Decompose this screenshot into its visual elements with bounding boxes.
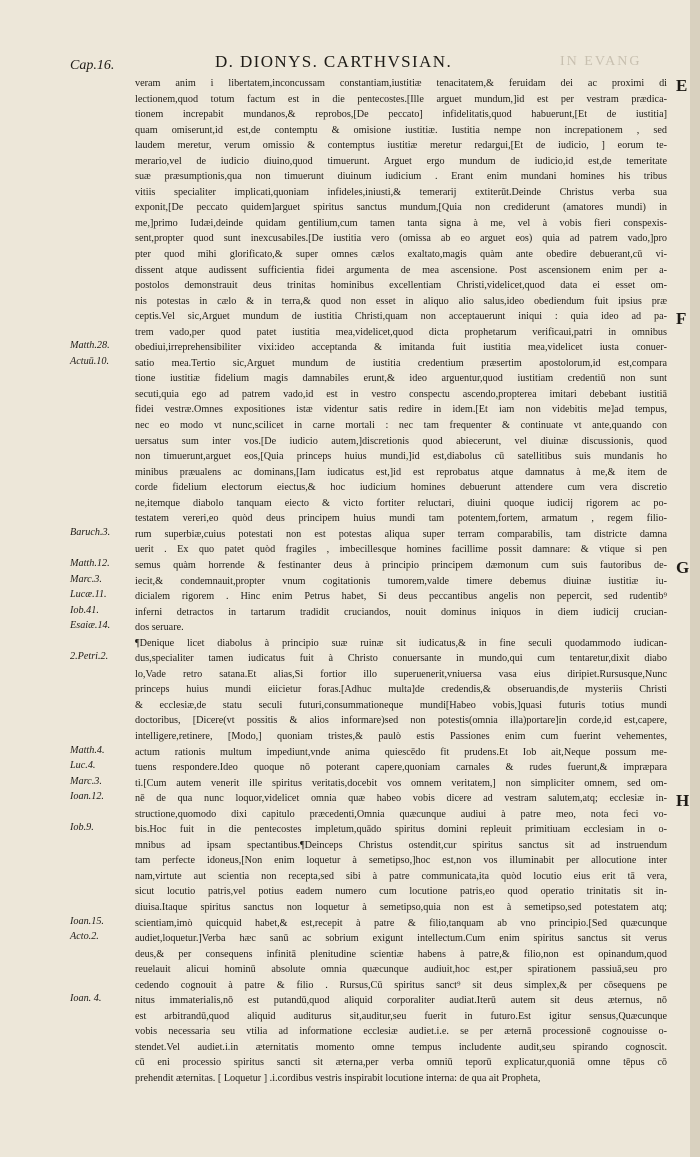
section-letter: H bbox=[676, 791, 690, 811]
margin-reference: Ioan. 4. bbox=[70, 993, 102, 1005]
text-line: ti.[Cum autem venerit ille spiritus veritatis,docebit vos omnem veritatem,] non simpliciter omnem, sed om- bbox=[135, 777, 667, 789]
text-line: veram anim i libertatem,inconcussam constantiam,iustitiæ tenacitatem,& feruidam dei ac proximi di bbox=[135, 78, 667, 89]
margin-reference: 2.Petri.2. bbox=[70, 651, 109, 663]
text-line: & ecclesiæ,de statu seculi futuri,consummationeque mundi[Habeo vobis,]quasi futuris totius mundi bbox=[135, 699, 667, 711]
text-line: tione iustitiæ fidelium magis damnabiles erunt,& ideo arguentur,quod iustitiam credentiū non sunt bbox=[135, 373, 667, 385]
chapter-number: Cap.16. bbox=[70, 58, 115, 73]
text-line: postolos demonstrauit deus trinitas hominibus excellentiam Christi,videlicet,quod data ei esset om- bbox=[135, 280, 667, 292]
text-line: uerit . Ex quo patet quòd fragiles , imbecillesque homines facillime possit damnare: & vtique si pen bbox=[135, 544, 667, 556]
text-line: dicialem rigorem . Hinc enim Petrus habet, Si deus peccantibus angelis non pepercit, sed rudentib⁹ bbox=[135, 591, 667, 603]
text-line: suæ præsumptionis,qua non timuerunt diuinum iudicium . Erant enim mundani homines his tribus bbox=[135, 171, 667, 183]
text-line: deus,& per consequens infinitā plenitudine scientiæ habens à patre,& filio,non est opinandum,quod bbox=[135, 948, 667, 960]
text-line: non timuerunt,arguet eos,[Quia princeps huius mundi,]id est,diabolus cū satellitibus suis mundanis ho bbox=[135, 451, 667, 463]
section-letter: F bbox=[676, 309, 687, 329]
section-letter: E bbox=[676, 76, 688, 95]
text-line: ne,itemque diabolo tanquam eiecto & victo fortiter reluctari, diuini quoque iudicij rigorem ac po- bbox=[135, 497, 667, 509]
text-line: audiet,loquetur.]Verba hæc sanū ac sobrium exigunt intellectum.Cum enim spiritus sanctus sit verus bbox=[135, 933, 667, 945]
margin-reference: Lucæ.11. bbox=[70, 589, 107, 601]
text-line: diuisa.Itaque spiritus sanctus non loquetur à semetipso,quia non est à semetipso,sed potestatem atq; bbox=[135, 901, 667, 913]
text-line: lectionem,quod totum factum est in die pentecostes.[Ille arguet mundum,]id est per vestram prædica- bbox=[135, 93, 667, 105]
margin-reference: Iob.9. bbox=[70, 822, 94, 834]
margin-reference: Matth.28. bbox=[70, 340, 110, 352]
text-line: testatem vereri,eo quòd deus principem huius mundi tam potentem,fortem, armatum , regem filio- bbox=[135, 513, 667, 525]
text-line: exponit,[De peccato quidem]arguet spiritus sanctus mundum,[Quia non crediderunt (amatores mundi) in bbox=[135, 202, 667, 214]
text-line: corde fidelium electorum eiectus,& hoc iudicium homines debuerunt attendere cum vera discretio bbox=[135, 482, 667, 494]
text-line: intelligere,retinere, [Modo,] quoniam tristes,& paulò estis Passiones enim cum fuerint vehementes, bbox=[135, 730, 667, 742]
text-line: inferni detractos in tartarum tradidit cruciandos, nouit dominus iniquos in diem iudicij crucian- bbox=[135, 606, 667, 618]
text-line: semus quàm horrende & festinanter deus à principio principem dæmonum cum suis fautoribus de- bbox=[135, 559, 667, 571]
text-line: rum superbiæ,cuius potestati non est potestas aliqua super terram comparabilis, tam districte damna bbox=[135, 528, 667, 540]
text-line: nec eo modo vt nunc,scilicet in carne mortali : nec tam frequenter & continuate vt ante,quando con bbox=[135, 420, 667, 432]
text-line: nē de qua nunc loquor,videlicet omnia quæ habeo vobis dicere ad vestram salutem,atq; ecclesiæ in- bbox=[135, 793, 667, 805]
margin-reference: Luc.4. bbox=[70, 760, 96, 772]
page-header bbox=[0, 52, 700, 78]
text-line: stendet.Vel audiet.i.in æternitatis momento omne tempus includente audit,seu spirando cognoscit. bbox=[135, 1041, 667, 1053]
text-line: dos seruare. bbox=[135, 622, 184, 634]
text-line: sent,propter quod sunt inexcusabiles.[De iustitia vero (omissa ab eo arguet eos) quia ad patrem vado,]pro bbox=[135, 233, 667, 245]
margin-reference: Ioan.12. bbox=[70, 791, 104, 803]
margin-reference: Actuū.10. bbox=[70, 355, 110, 367]
show-through-text: IN EVANG bbox=[560, 54, 642, 69]
text-line: ceptis.Vel sic,Arguet mundum de iustitia Christi,quam non acceptauerunt iniqui : quia ideo ad pa- bbox=[135, 311, 667, 323]
margin-reference: Acto.2. bbox=[70, 931, 99, 943]
text-line: nam,virtute aut scientia non recepta,sed sibi à patre communicata,ita quòd locutio eius erit tā vera, bbox=[135, 870, 667, 882]
text-line: dus,specialiter tamen iudicatus fuit à Christo conuersante in mundo,qui cum tentaretur,dixit diabo bbox=[135, 653, 667, 665]
text-line: laudem meretur, verum omissio & contemptus iustitiæ meretur redargui,[Et de iudicio, ] eorum te- bbox=[135, 140, 667, 152]
text-line: fidei vestræ.Omnes expositiones istæ videntur satis redire in idem.[Et iam non videbitis me]ad tempus, bbox=[135, 404, 667, 416]
text-line: trem vado,per quod patet iustitia mea,videlicet,quod dicta prophetarum verificaui,patri in omnibus bbox=[135, 326, 667, 338]
text-line: vitiis specialiter implicati,quoniam infideles,iniusti,& temerarij extiterūt.Deinde Christus verba sua bbox=[135, 186, 667, 198]
margin-reference: Matth.12. bbox=[70, 558, 110, 570]
margin-reference: Ioan.15. bbox=[70, 915, 104, 927]
text-line: iecit,& condemnauit,propter vnum cogitationis tumorem,valde timere debemus diuinæ iustitiæ iu- bbox=[135, 575, 667, 587]
margin-reference: Matth.4. bbox=[70, 744, 105, 756]
margin-reference: Marc.3. bbox=[70, 775, 102, 787]
section-letter: G bbox=[676, 558, 690, 578]
margin-reference: Iob.41. bbox=[70, 604, 99, 616]
text-line: tam perfecte idoneus,[Non enim loquetur à semetipso,]hoc est,non vos illuminabit per allocutione inter bbox=[135, 855, 667, 867]
text-line: princeps huius mundi eiicietur foras.[Adhuc multa]de credendis,& obseruandis,de mysteriis Christi bbox=[135, 684, 667, 696]
text-line: uersatus sum inter vos.[De iudicio autem,]discretionis quod abiecerunt, vel diuinæ discussionis, quod bbox=[135, 435, 667, 447]
text-line: nis potestas in cælo & in terra,& quod non esset in aliquo alio salus,ideo obediendum fuit ipsius præ bbox=[135, 295, 667, 307]
main-text-column bbox=[135, 76, 667, 1087]
margin-reference: Esaiæ.14. bbox=[70, 620, 111, 632]
text-line: ¶Denique licet diabolus à principio suæ ruinæ sit iudicatus,& in fine seculi quodammodo iudican- bbox=[135, 637, 667, 649]
text-line: nitus immaterialis,nō est putandū,quod aliquid corporaliter audiat.Iterū autem sit deus æternus, nō bbox=[135, 995, 667, 1007]
text-line: tionem increpabit mundanos,& reprobos,[De peccato] infidelitatis,quod habuerunt,[Et de iustitia] bbox=[135, 109, 667, 121]
text-line: lo,Vade retro satana.Et alias,Si fortior illo superuenerit,vniuersa vasa eius diripiet.Rursusque,Nunc bbox=[135, 668, 667, 680]
text-line: minibus præualens ac dominans,[Iam iudicatus est,]id est reprobatus atque damnatus à me,& item de bbox=[135, 466, 667, 478]
running-head: D. DIONYS. CARTHVSIAN. bbox=[215, 52, 453, 71]
text-line: obediui,irreprehensibiliter vixi:ideo acceptanda & imitanda fuit iustitia mea,videlicet iusta conuer- bbox=[135, 342, 667, 354]
text-line: tuens respondere.Ideo quoque nō poterant capere,quoniam carnales & rudes fuerunt,& impræpara bbox=[135, 762, 667, 774]
text-line: cū eni processio spiritus sancti sit æterna,per verba omniū teporū explicatur,quoniā omne tēpus cō bbox=[135, 1057, 667, 1069]
text-line: merario,vel de iudicio diuino,quod timuerunt. Arguet ergo mundum de iudicio,id est,de temeritate bbox=[135, 155, 667, 167]
text-line: actum rationis multum impediunt,vnde anima quiescēdo fit prudens.Et Iob ait,Neque possum me- bbox=[135, 746, 667, 758]
text-line: est arbitrandū,quod aliquid auditurus sit,auditur,seu fuerit in futuro.Est igitur sensus,Quæcunque bbox=[135, 1010, 667, 1022]
text-line: secuti,quia ego ad patrem vado,id est in vestro conspectu ascendo,propterea imitari debebant iustitiā bbox=[135, 388, 667, 400]
text-line: sicut locutio patris,vel potius eadem numero cum locutione patris,eo quod operatio trinitatis sit in- bbox=[135, 886, 667, 898]
page-edge bbox=[690, 0, 700, 1157]
text-line: dissent atque audissent sufficientia fidei argumenta de mea ascensione. Post ascensionem enim per a- bbox=[135, 264, 667, 276]
text-line: vobis necessaria seu vtilia ad informatione ecclesiæ audiet.i.e. se per æternā processionē cognouisse o- bbox=[135, 1026, 667, 1038]
text-line: pter quod mihi glorificato,& super omnes cælos exaltato,magis quàm ante obedire debuerant,cū vi- bbox=[135, 249, 667, 261]
text-line: mnibus ad ipsam spectantibus.¶Deinceps Christus ostendit,cur spiritus sanctus sit ad instruendum bbox=[135, 839, 667, 851]
text-line: prehendit æternitas. [ Loquetur ] .i.cordibus vestris inspirabit locutione interna: de qua ait Propheta, bbox=[135, 1073, 541, 1084]
text-line: scientiam,imò quicquid habet,& est,recepit à patre & filio,tanquam ab vno principio.[Sed quæcunque bbox=[135, 917, 667, 929]
text-line: reuelauit alicui hominū absolute omnia quæcunque audiuit,hoc est,per spirationem passiuā,seu pro bbox=[135, 964, 667, 976]
text-line: quam omiserunt,id est,de contemptu & omisione iustitiæ. Iustitia nempe non increpationem , sed bbox=[135, 124, 667, 136]
margin-reference: Marc.3. bbox=[70, 573, 102, 585]
margin-reference: Baruch.3. bbox=[70, 526, 111, 538]
text-line: satio mea.Tertio sic,Arguet mundum de iustitia credentium præsertim apostolorum,id est,compara bbox=[135, 357, 667, 369]
text-line: doctoribus, [Dicere(vt possitis & alios informare)sed non potestis(omnia illa)portare]in corde,id est,capere, bbox=[135, 715, 667, 727]
text-line: structione,quomodo dixi capitulo præcedenti,Omnia quæcunque audiui à patre meo, nota feci vo- bbox=[135, 808, 667, 820]
text-line: cedendo cognouit à patre & filio . Rursus,Cū spiritus sanct⁹ sit deus simplex,& per cōsequens pe bbox=[135, 979, 667, 991]
text-line: bis.Hoc fuit in die pentecostes impletum,quādo spiritus domini repleuit primitiuam ecclesiam in o- bbox=[135, 824, 667, 836]
text-line: me,]primo Iudæi,deinde quidam gentilium,cum tamen tanta signa à me, vel à vobis fieri conspexis- bbox=[135, 217, 667, 229]
